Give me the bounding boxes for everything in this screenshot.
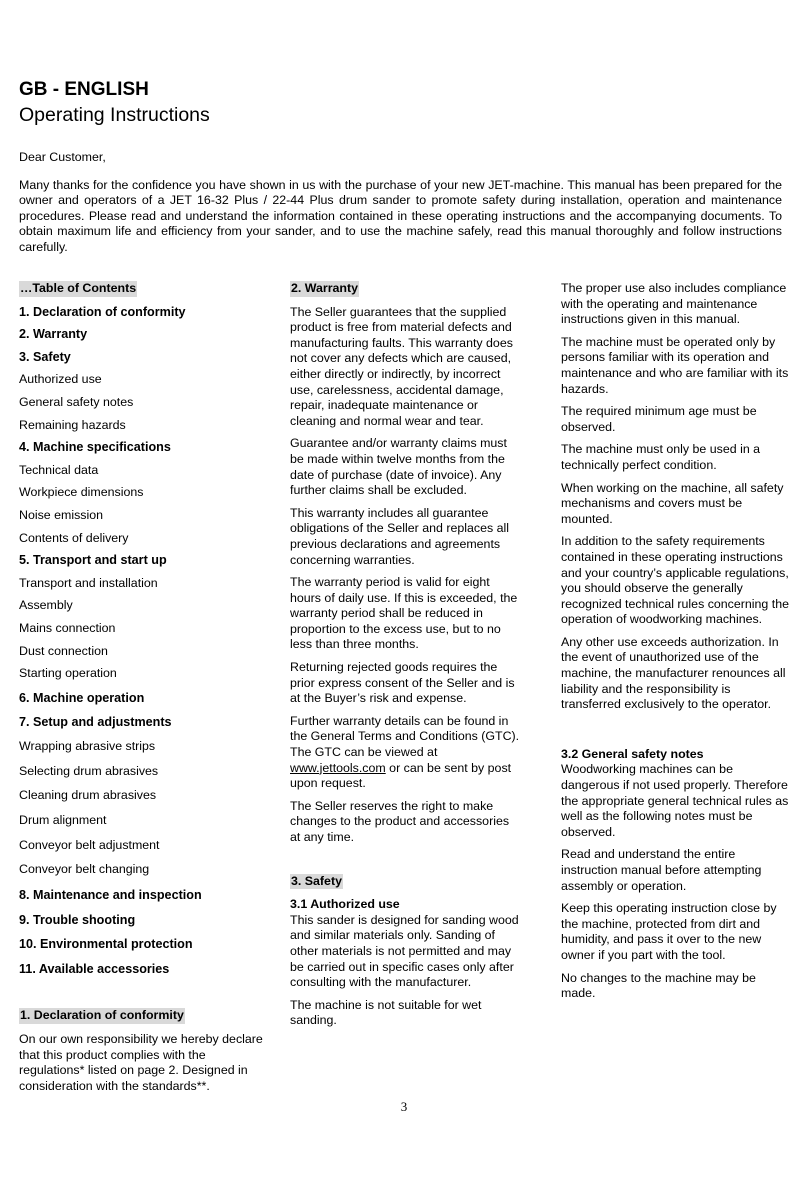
- gtc-text-end: or can be sent by post upon request.: [290, 760, 512, 791]
- toc-item: Cleaning drum abrasives: [19, 788, 157, 803]
- safety-paragraph: The machine is not suitable for wet sanding.: [290, 997, 482, 1028]
- toc-item: Workpiece dimensions: [19, 485, 144, 500]
- toc-item: Mains connection: [19, 620, 116, 635]
- safety-paragraph: The machine must only be used in a technically perfect condition.: [561, 442, 761, 472]
- toc-item: Dust connection: [19, 643, 108, 658]
- column-left: [19, 281, 269, 1101]
- toc-section-4: 4. Machine specifications: [19, 440, 171, 455]
- toc-item: Assembly: [19, 598, 73, 613]
- safety-paragraph: The proper use also includes compliance with the operating and maintenance instructions given in this manual.: [561, 281, 787, 327]
- safety-paragraph: The machine must be operated only by persons familiar with its operation and maintenance and who are familiar with its hazards.: [561, 334, 789, 396]
- toc-item: Noise emission: [19, 507, 104, 522]
- warranty-paragraph: Returning rejected goods requires the prior express consent of the Seller and is at the Buyer’s risk and expense.: [290, 660, 515, 706]
- toc-item: Remaining hazards: [19, 417, 126, 432]
- declaration-text: On our own responsibility we hereby declare that this product complies with the regulations* listed on page 2. Designed in consideration with the standards**.: [19, 1032, 263, 1093]
- warranty-paragraph: Guarantee and/or warranty claims must be made within twelve months from the date of purchase (date of invoice). Any further claims shall be excluded.: [290, 436, 507, 498]
- toc-item: Drum alignment: [19, 812, 107, 827]
- toc-item: Starting operation: [19, 666, 117, 681]
- toc-section-11: 11. Available accessories: [19, 961, 170, 976]
- toc-item: Conveyor belt adjustment: [19, 837, 160, 852]
- toc-item: Authorized use: [19, 372, 102, 387]
- safety-heading: 3. Safety: [291, 873, 342, 888]
- safety-paragraph: No changes to the machine may be made.: [561, 970, 756, 1001]
- toc-section-2: 2. Warranty: [19, 327, 88, 342]
- warranty-heading: 2. Warranty: [291, 281, 359, 295]
- safety-paragraph: Keep this operating instruction close by the machine, protected from dirt and humidity, and pass it over to the new owner if you part with the tool.: [561, 901, 777, 962]
- safety-paragraph: When working on the machine, all safety mechanisms and covers must be mounted.: [561, 480, 784, 526]
- warranty-paragraph: The Seller reserves the right to make changes to the product and accessories at any time.: [290, 798, 510, 844]
- jettools-link[interactable]: www.jettools.com: [290, 760, 386, 775]
- toc-section-7: 7. Setup and adjustments: [19, 715, 172, 730]
- toc-item: Selecting drum abrasives: [19, 763, 159, 778]
- toc-section-10: 10. Environmental protection: [19, 937, 193, 952]
- toc-item: Conveyor belt changing: [19, 862, 150, 877]
- toc-section-5: 5. Transport and start up: [19, 553, 167, 568]
- safety-paragraph: Any other use exceeds authorization. In the event of unauthorized use of the machine, the manufacturer renounces all liability and the responsibility is transferred exclusively to the operator.: [561, 634, 786, 712]
- authorized-use-heading: 3.1 Authorized use: [290, 897, 400, 912]
- column-middle: [290, 281, 522, 1036]
- toc-section-6: 6. Machine operation: [19, 690, 145, 705]
- intro-section: [19, 150, 782, 268]
- toc-item: Transport and installation: [19, 575, 158, 590]
- safety-paragraph: The required minimum age must be observed.: [561, 404, 757, 434]
- safety-paragraph: In addition to the safety requirements contained in these operating instructions and your country’s applicable regulations, you should observe the generally recognized technical rules concerning the operation of woodworking machines.: [561, 534, 789, 627]
- column-right: [561, 281, 793, 1009]
- page-number: 3: [400, 1099, 408, 1114]
- document-title: Operating Instructions: [19, 104, 210, 126]
- safety-paragraph: Woodworking machines can be dangerous if not used properly. Therefore the appropriate general technical rules as well as the following notes must be observed.: [561, 762, 789, 839]
- warranty-paragraph: This warranty includes all guarantee obligations of the Seller and replaces all previous declarations and agreements concerning warranties.: [290, 505, 510, 567]
- toc-item: Contents of delivery: [19, 530, 129, 545]
- toc-item: Technical data: [19, 462, 99, 477]
- toc-section-3: 3. Safety: [19, 349, 71, 364]
- toc-item: Wrapping abrasive strips: [19, 738, 156, 753]
- safety-paragraph: This sander is designed for sanding wood and similar materials only. Sanding of other materials is not permitted and may be carried out in specific cases only after consulting with the manufacturer.: [290, 912, 519, 990]
- warranty-paragraph: The Seller guarantees that the supplied product is free from material defects and manufacturing faults. This warranty does not cover any defects which are caused, either directly or indirectly, by incorrect use, carelessness, accidental damage, repair, inadequate maintenance or cleaning and normal wear and tear.: [290, 304, 513, 428]
- gtc-text: Further warranty details can be found in the General Terms and Conditions (GTC). The GTC can be viewed at: [290, 713, 520, 760]
- toc-title: …Table of Contents: [20, 281, 137, 295]
- general-safety-heading: 3.2 General safety notes: [561, 746, 704, 761]
- toc-section-9: 9. Trouble shooting: [19, 912, 136, 927]
- safety-paragraph: Read and understand the entire instruction manual before attempting assembly or operation.: [561, 847, 762, 893]
- declaration-heading: 1. Declaration of conformity: [20, 1008, 184, 1023]
- intro-paragraph: Many thanks for the confidence you have shown in us with the purchase of your new JET-machine. This manual has been prepared for the owner and operators of a JET 16-32 Plus / 22-44 Plus drum sander to promote safety during installation, operation and maintenance procedures. Please read and understand the information contained in these operating instructions and the accompanying documents. To obtain maximum life and efficiency from your sander, and to use the machine safely, read this manual thoroughly and follow instructions carefully.: [19, 177, 782, 254]
- language-heading: GB - ENGLISH: [19, 79, 149, 100]
- warranty-paragraph: The warranty period is valid for eight hours of daily use. If this is exceeded, the warranty period shall be reduced in proportion to the excess use, but to no less than three months.: [290, 575, 518, 652]
- toc-section-8: 8. Maintenance and inspection: [19, 888, 202, 903]
- greeting: Dear Customer,: [19, 150, 106, 164]
- toc-item: General safety notes: [19, 394, 134, 409]
- warranty-paragraph: [290, 714, 522, 792]
- toc-section-1: 1. Declaration of conformity: [19, 304, 186, 319]
